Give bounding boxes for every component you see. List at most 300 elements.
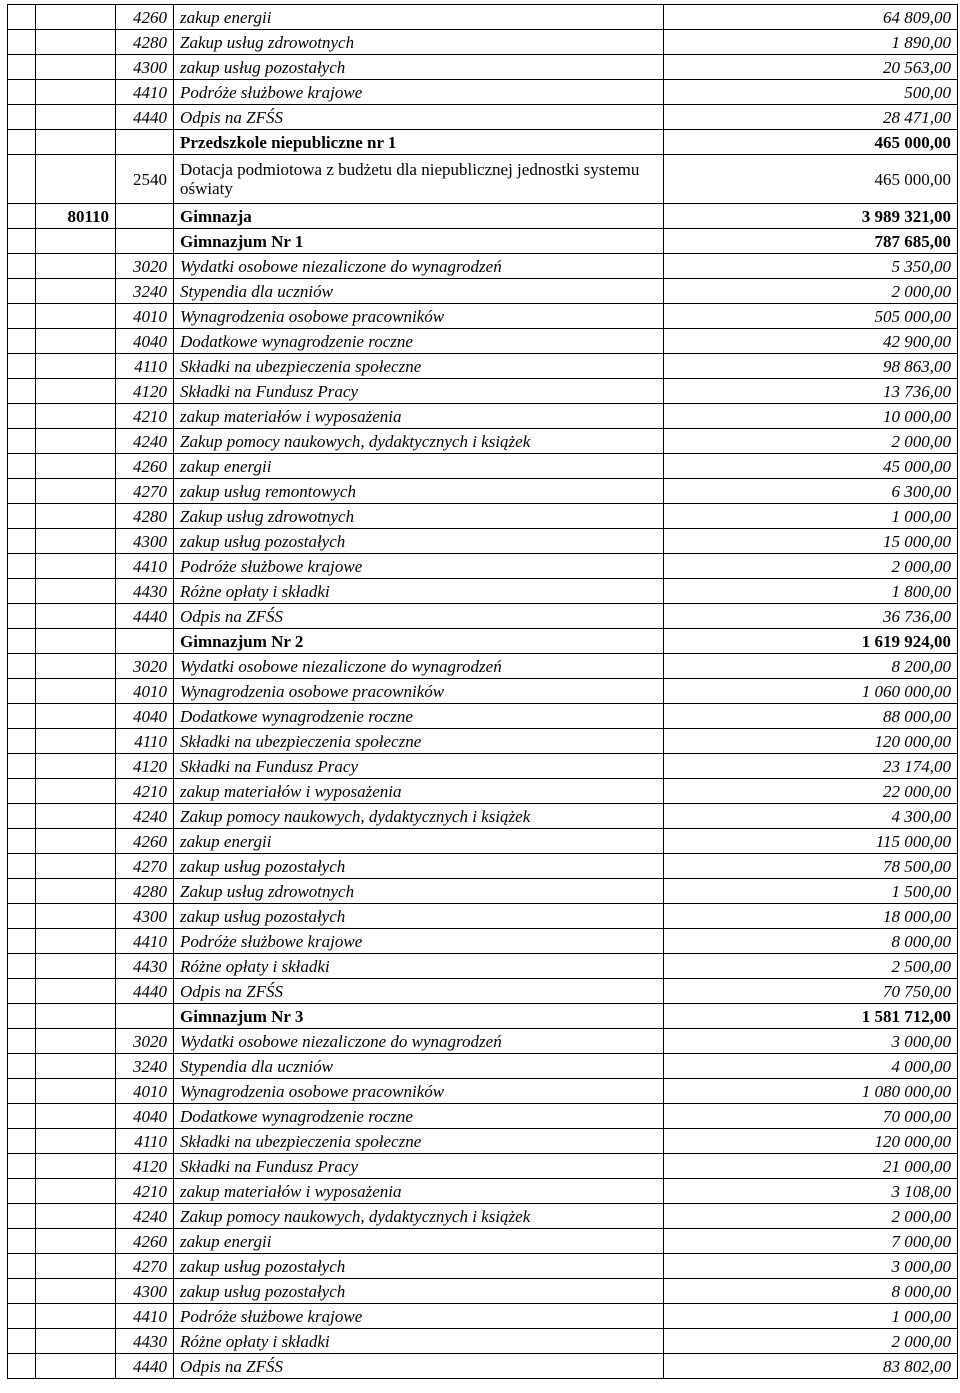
item-name-cell: zakup usług pozostałych <box>174 1254 664 1279</box>
chapter-code-cell <box>36 654 116 679</box>
table-row <box>8 979 958 1004</box>
amount-cell: 78 500,00 <box>664 854 958 879</box>
empty-cell <box>8 1029 36 1054</box>
amount-cell: 115 000,00 <box>664 829 958 854</box>
paragraph-code-cell: 4430 <box>116 579 174 604</box>
amount-cell: 1 800,00 <box>664 579 958 604</box>
paragraph-code-cell: 4430 <box>116 954 174 979</box>
table-row <box>8 904 958 929</box>
paragraph-code-cell: 4440 <box>116 604 174 629</box>
table-row <box>8 779 958 804</box>
table-row <box>8 854 958 879</box>
table-row <box>8 80 958 105</box>
amount-cell: 1 000,00 <box>664 1304 958 1329</box>
table-row <box>8 1254 958 1279</box>
chapter-code-cell <box>36 854 116 879</box>
chapter-code-cell <box>36 704 116 729</box>
amount-cell: 23 174,00 <box>664 754 958 779</box>
table-row <box>8 329 958 354</box>
chapter-code-cell <box>36 1154 116 1179</box>
amount-cell: 787 685,00 <box>664 229 958 254</box>
item-name-cell: zakup materiałów i wyposażenia <box>174 779 664 804</box>
empty-cell <box>8 329 36 354</box>
table-row <box>8 1104 958 1129</box>
item-name-cell: Składki na Fundusz Pracy <box>174 1154 664 1179</box>
amount-cell: 15 000,00 <box>664 529 958 554</box>
empty-cell <box>8 704 36 729</box>
item-name-cell: Gimnazja <box>174 204 664 229</box>
empty-cell <box>8 105 36 130</box>
amount-cell: 505 000,00 <box>664 304 958 329</box>
empty-cell <box>8 30 36 55</box>
item-name-cell: Odpis na ZFŚS <box>174 105 664 130</box>
chapter-code-cell <box>36 1329 116 1354</box>
chapter-code-cell <box>36 354 116 379</box>
table-row <box>8 879 958 904</box>
chapter-code-cell <box>36 5 116 30</box>
paragraph-code-cell: 4410 <box>116 554 174 579</box>
paragraph-code-cell: 4260 <box>116 5 174 30</box>
paragraph-code-cell: 4010 <box>116 679 174 704</box>
table-row <box>8 1329 958 1354</box>
empty-cell <box>8 1104 36 1129</box>
item-name-cell: zakup usług pozostałych <box>174 854 664 879</box>
item-name-cell: Podróże służbowe krajowe <box>174 929 664 954</box>
amount-cell: 2 000,00 <box>664 554 958 579</box>
empty-cell <box>8 1279 36 1304</box>
amount-cell: 4 300,00 <box>664 804 958 829</box>
paragraph-code-cell: 4270 <box>116 1254 174 1279</box>
table-row <box>8 1204 958 1229</box>
paragraph-code-cell: 4240 <box>116 1204 174 1229</box>
chapter-code-cell <box>36 479 116 504</box>
chapter-code-cell <box>36 279 116 304</box>
chapter-code-cell <box>36 629 116 654</box>
empty-cell <box>8 1204 36 1229</box>
empty-cell <box>8 1254 36 1279</box>
item-name-cell: Różne opłaty i składki <box>174 1329 664 1354</box>
item-name-cell: zakup energii <box>174 1229 664 1254</box>
table-row <box>8 429 958 454</box>
item-name-cell: Wydatki osobowe niezaliczone do wynagrodzeń <box>174 254 664 279</box>
table-row <box>8 304 958 329</box>
amount-cell: 21 000,00 <box>664 1154 958 1179</box>
amount-cell: 1 581 712,00 <box>664 1004 958 1029</box>
table-row <box>8 1279 958 1304</box>
amount-cell: 120 000,00 <box>664 729 958 754</box>
table-row <box>8 654 958 679</box>
table-row <box>8 354 958 379</box>
amount-cell: 2 500,00 <box>664 954 958 979</box>
paragraph-code-cell: 3240 <box>116 1054 174 1079</box>
table-row <box>8 929 958 954</box>
table-row <box>8 754 958 779</box>
table-row <box>8 229 958 254</box>
paragraph-code-cell: 4260 <box>116 829 174 854</box>
item-name-cell: Gimnazjum Nr 2 <box>174 629 664 654</box>
chapter-code-cell <box>36 1254 116 1279</box>
table-row <box>8 279 958 304</box>
chapter-code-cell <box>36 105 116 130</box>
table-row <box>8 729 958 754</box>
amount-cell: 36 736,00 <box>664 604 958 629</box>
amount-cell: 6 300,00 <box>664 479 958 504</box>
amount-cell: 3 000,00 <box>664 1254 958 1279</box>
table-row <box>8 1079 958 1104</box>
empty-cell <box>8 454 36 479</box>
empty-cell <box>8 354 36 379</box>
empty-cell <box>8 204 36 229</box>
chapter-code-cell <box>36 1304 116 1329</box>
table-row <box>8 804 958 829</box>
item-name-cell: Wydatki osobowe niezaliczone do wynagrodzeń <box>174 654 664 679</box>
paragraph-code-cell: 4300 <box>116 529 174 554</box>
paragraph-code-cell: 4280 <box>116 879 174 904</box>
paragraph-code-cell: 4010 <box>116 304 174 329</box>
table-row <box>8 1054 958 1079</box>
empty-cell <box>8 754 36 779</box>
amount-cell: 2 000,00 <box>664 1204 958 1229</box>
amount-cell: 2 000,00 <box>664 1329 958 1354</box>
table-row <box>8 5 958 30</box>
item-name-cell: zakup usług pozostałych <box>174 55 664 80</box>
item-name-cell: Gimnazjum Nr 1 <box>174 229 664 254</box>
table-row <box>8 130 958 155</box>
chapter-code-cell <box>36 1354 116 1379</box>
empty-cell <box>8 429 36 454</box>
amount-cell: 28 471,00 <box>664 105 958 130</box>
paragraph-code-cell: 4110 <box>116 354 174 379</box>
chapter-code-cell <box>36 679 116 704</box>
paragraph-code-cell: 4040 <box>116 329 174 354</box>
empty-cell <box>8 479 36 504</box>
paragraph-code-cell: 4010 <box>116 1079 174 1104</box>
amount-cell: 3 000,00 <box>664 1029 958 1054</box>
chapter-code-cell <box>36 929 116 954</box>
table-row <box>8 404 958 429</box>
amount-cell: 4 000,00 <box>664 1054 958 1079</box>
empty-cell <box>8 554 36 579</box>
table-row <box>8 454 958 479</box>
empty-cell <box>8 1129 36 1154</box>
paragraph-code-cell: 4440 <box>116 1354 174 1379</box>
item-name-cell: Odpis na ZFŚS <box>174 604 664 629</box>
item-name-cell: Dodatkowe wynagrodzenie roczne <box>174 704 664 729</box>
amount-cell: 1 080 000,00 <box>664 1079 958 1104</box>
table-row <box>8 1029 958 1054</box>
empty-cell <box>8 579 36 604</box>
item-name-cell: zakup energii <box>174 454 664 479</box>
empty-cell <box>8 80 36 105</box>
chapter-code-cell <box>36 404 116 429</box>
paragraph-code-cell: 4410 <box>116 80 174 105</box>
chapter-code-cell <box>36 1054 116 1079</box>
paragraph-code-cell <box>116 204 174 229</box>
paragraph-code-cell: 4040 <box>116 1104 174 1129</box>
table-row <box>8 204 958 229</box>
item-name-cell: Zakup pomocy naukowych, dydaktycznych i książek <box>174 1204 664 1229</box>
amount-cell: 45 000,00 <box>664 454 958 479</box>
table-row <box>8 379 958 404</box>
table-row <box>8 579 958 604</box>
empty-cell <box>8 1079 36 1104</box>
paragraph-code-cell: 3020 <box>116 1029 174 1054</box>
empty-cell <box>8 504 36 529</box>
paragraph-code-cell: 4430 <box>116 1329 174 1354</box>
amount-cell: 500,00 <box>664 80 958 105</box>
chapter-code-cell <box>36 829 116 854</box>
table-row <box>8 829 958 854</box>
chapter-code-cell <box>36 579 116 604</box>
chapter-code-cell <box>36 155 116 204</box>
empty-cell <box>8 904 36 929</box>
paragraph-code-cell: 4210 <box>116 779 174 804</box>
amount-cell: 18 000,00 <box>664 904 958 929</box>
empty-cell <box>8 1329 36 1354</box>
chapter-code-cell <box>36 229 116 254</box>
item-name-cell: Stypendia dla uczniów <box>174 279 664 304</box>
empty-cell <box>8 254 36 279</box>
paragraph-code-cell: 4240 <box>116 804 174 829</box>
item-name-cell: Podróże służbowe krajowe <box>174 80 664 105</box>
empty-cell <box>8 1304 36 1329</box>
amount-cell: 465 000,00 <box>664 130 958 155</box>
table-row <box>8 1304 958 1329</box>
item-name-cell: Przedszkole niepubliczne nr 1 <box>174 130 664 155</box>
chapter-code-cell <box>36 879 116 904</box>
item-name-cell: Wynagrodzenia osobowe pracowników <box>174 679 664 704</box>
empty-cell <box>8 155 36 204</box>
chapter-code-cell <box>36 429 116 454</box>
paragraph-code-cell: 4210 <box>116 404 174 429</box>
table-row <box>8 629 958 654</box>
paragraph-code-cell <box>116 1004 174 1029</box>
empty-cell <box>8 779 36 804</box>
amount-cell: 70 000,00 <box>664 1104 958 1129</box>
chapter-code-cell <box>36 1129 116 1154</box>
table-row <box>8 529 958 554</box>
item-name-cell: Gimnazjum Nr 3 <box>174 1004 664 1029</box>
item-name-cell: Składki na ubezpieczenia społeczne <box>174 1129 664 1154</box>
empty-cell <box>8 729 36 754</box>
paragraph-code-cell: 4300 <box>116 55 174 80</box>
chapter-code-cell <box>36 1279 116 1304</box>
amount-cell: 8 000,00 <box>664 1279 958 1304</box>
paragraph-code-cell: 4270 <box>116 854 174 879</box>
paragraph-code-cell: 4270 <box>116 479 174 504</box>
chapter-code-cell <box>36 1004 116 1029</box>
table-row <box>8 554 958 579</box>
chapter-code-cell <box>36 504 116 529</box>
paragraph-code-cell: 4120 <box>116 379 174 404</box>
item-name-cell: zakup energii <box>174 829 664 854</box>
table-row <box>8 155 958 204</box>
amount-cell: 5 350,00 <box>664 254 958 279</box>
item-name-cell: Odpis na ZFŚS <box>174 979 664 1004</box>
chapter-code-cell <box>36 1029 116 1054</box>
amount-cell: 88 000,00 <box>664 704 958 729</box>
paragraph-code-cell: 4280 <box>116 30 174 55</box>
chapter-code-cell <box>36 1179 116 1204</box>
empty-cell <box>8 1154 36 1179</box>
item-name-cell: Składki na ubezpieczenia społeczne <box>174 729 664 754</box>
paragraph-code-cell: 4440 <box>116 979 174 1004</box>
paragraph-code-cell: 4410 <box>116 929 174 954</box>
amount-cell: 1 060 000,00 <box>664 679 958 704</box>
paragraph-code-cell: 4410 <box>116 1304 174 1329</box>
chapter-code-cell <box>36 754 116 779</box>
item-name-cell: Wydatki osobowe niezaliczone do wynagrodzeń <box>174 1029 664 1054</box>
item-name-cell: Zakup pomocy naukowych, dydaktycznych i książek <box>174 804 664 829</box>
empty-cell <box>8 979 36 1004</box>
amount-cell: 1 000,00 <box>664 504 958 529</box>
item-name-cell: Stypendia dla uczniów <box>174 1054 664 1079</box>
empty-cell <box>8 654 36 679</box>
paragraph-code-cell <box>116 130 174 155</box>
amount-cell: 8 200,00 <box>664 654 958 679</box>
amount-cell: 3 989 321,00 <box>664 204 958 229</box>
table-row <box>8 604 958 629</box>
empty-cell <box>8 279 36 304</box>
empty-cell <box>8 879 36 904</box>
paragraph-code-cell: 4260 <box>116 1229 174 1254</box>
item-name-cell: Składki na Fundusz Pracy <box>174 754 664 779</box>
paragraph-code-cell: 3020 <box>116 654 174 679</box>
item-name-cell: Wynagrodzenia osobowe pracowników <box>174 304 664 329</box>
chapter-code-cell <box>36 729 116 754</box>
table-row <box>8 1154 958 1179</box>
table-row <box>8 679 958 704</box>
paragraph-code-cell: 4110 <box>116 1129 174 1154</box>
chapter-code-cell <box>36 80 116 105</box>
item-name-cell: zakup energii <box>174 5 664 30</box>
chapter-code-cell <box>36 329 116 354</box>
item-name-cell: zakup materiałów i wyposażenia <box>174 1179 664 1204</box>
table-row <box>8 479 958 504</box>
item-name-cell: Dodatkowe wynagrodzenie roczne <box>174 329 664 354</box>
table-row <box>8 254 958 279</box>
chapter-code-cell <box>36 55 116 80</box>
paragraph-code-cell: 4240 <box>116 429 174 454</box>
empty-cell <box>8 629 36 654</box>
amount-cell: 13 736,00 <box>664 379 958 404</box>
empty-cell <box>8 954 36 979</box>
paragraph-code-cell <box>116 229 174 254</box>
empty-cell <box>8 854 36 879</box>
amount-cell: 10 000,00 <box>664 404 958 429</box>
empty-cell <box>8 55 36 80</box>
chapter-code-cell <box>36 254 116 279</box>
empty-cell <box>8 829 36 854</box>
chapter-code-cell <box>36 804 116 829</box>
empty-cell <box>8 5 36 30</box>
chapter-code-cell <box>36 454 116 479</box>
empty-cell <box>8 304 36 329</box>
amount-cell: 120 000,00 <box>664 1129 958 1154</box>
chapter-code-cell <box>36 1104 116 1129</box>
table-row <box>8 504 958 529</box>
amount-cell: 2 000,00 <box>664 429 958 454</box>
item-name-cell: Odpis na ZFŚS <box>174 1354 664 1379</box>
chapter-code-cell <box>36 1204 116 1229</box>
table-row <box>8 1004 958 1029</box>
chapter-code-cell <box>36 604 116 629</box>
item-name-cell: Podróże służbowe krajowe <box>174 554 664 579</box>
empty-cell <box>8 1054 36 1079</box>
empty-cell <box>8 1004 36 1029</box>
amount-cell: 1 500,00 <box>664 879 958 904</box>
empty-cell <box>8 404 36 429</box>
paragraph-code-cell: 4300 <box>116 1279 174 1304</box>
amount-cell: 2 000,00 <box>664 279 958 304</box>
empty-cell <box>8 1354 36 1379</box>
table-row <box>8 30 958 55</box>
amount-cell: 64 809,00 <box>664 5 958 30</box>
chapter-code-cell <box>36 529 116 554</box>
amount-cell: 22 000,00 <box>664 779 958 804</box>
chapter-code-cell <box>36 779 116 804</box>
chapter-code-cell <box>36 30 116 55</box>
chapter-code-cell <box>36 130 116 155</box>
amount-cell: 8 000,00 <box>664 929 958 954</box>
amount-cell: 3 108,00 <box>664 1179 958 1204</box>
empty-cell <box>8 130 36 155</box>
item-name-cell: zakup usług pozostałych <box>174 1279 664 1304</box>
item-name-cell: zakup usług remontowych <box>174 479 664 504</box>
table-row <box>8 1129 958 1154</box>
chapter-code-cell <box>36 904 116 929</box>
paragraph-code-cell <box>116 629 174 654</box>
item-name-cell: Zakup usług zdrowotnych <box>174 504 664 529</box>
empty-cell <box>8 1229 36 1254</box>
amount-cell: 83 802,00 <box>664 1354 958 1379</box>
table-row <box>8 105 958 130</box>
chapter-code-cell <box>36 379 116 404</box>
item-name-cell: Składki na Fundusz Pracy <box>174 379 664 404</box>
table-row <box>8 1179 958 1204</box>
paragraph-code-cell: 4440 <box>116 105 174 130</box>
paragraph-code-cell: 3240 <box>116 279 174 304</box>
budget-table <box>7 4 958 1379</box>
chapter-code-cell <box>36 304 116 329</box>
budget-table-body <box>8 5 958 1379</box>
amount-cell: 7 000,00 <box>664 1229 958 1254</box>
table-row <box>8 1354 958 1379</box>
paragraph-code-cell: 4260 <box>116 454 174 479</box>
empty-cell <box>8 379 36 404</box>
paragraph-code-cell: 3020 <box>116 254 174 279</box>
item-name-cell: Dotacja podmiotowa z budżetu dla niepublicznej jednostki systemu oświaty <box>174 155 664 204</box>
paragraph-code-cell: 4280 <box>116 504 174 529</box>
chapter-code-cell: 80110 <box>36 204 116 229</box>
paragraph-code-cell: 4120 <box>116 1154 174 1179</box>
empty-cell <box>8 604 36 629</box>
amount-cell: 70 750,00 <box>664 979 958 1004</box>
empty-cell <box>8 1179 36 1204</box>
item-name-cell: zakup usług pozostałych <box>174 529 664 554</box>
item-name-cell: Zakup usług zdrowotnych <box>174 30 664 55</box>
empty-cell <box>8 529 36 554</box>
table-row <box>8 704 958 729</box>
item-name-cell: Wynagrodzenia osobowe pracowników <box>174 1079 664 1104</box>
amount-cell: 98 863,00 <box>664 354 958 379</box>
amount-cell: 465 000,00 <box>664 155 958 204</box>
chapter-code-cell <box>36 554 116 579</box>
table-row <box>8 954 958 979</box>
paragraph-code-cell: 4120 <box>116 754 174 779</box>
empty-cell <box>8 929 36 954</box>
amount-cell: 20 563,00 <box>664 55 958 80</box>
